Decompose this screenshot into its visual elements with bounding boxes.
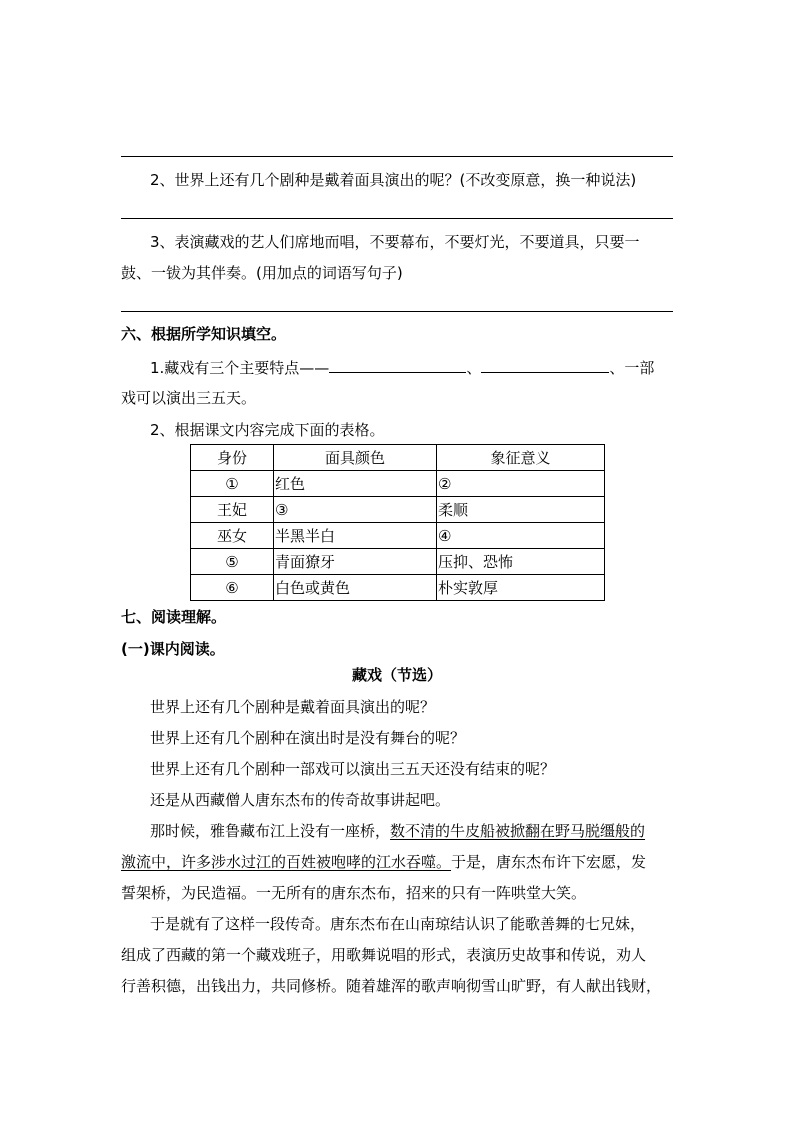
header-meaning: 象征意义	[437, 445, 605, 471]
passage-paragraph-5-line1	[150, 821, 645, 841]
section-7-title: 七、阅读理解。	[121, 608, 227, 626]
cell-meaning: ④	[437, 523, 605, 549]
underlined-sentence-part1: 数不清的牛皮船被掀翻在野马脱缰般的	[390, 822, 646, 840]
header-mask-color: 面具颜色	[274, 445, 437, 471]
table-row	[191, 575, 605, 601]
fill-question-2: 2、根据课文内容完成下面的表格。	[150, 421, 385, 439]
header-identity: 身份	[191, 445, 274, 471]
table-row	[191, 549, 605, 575]
passage-paragraph-5-line2	[121, 852, 646, 872]
blank-feature-1[interactable]	[329, 356, 466, 373]
blank-feature-2[interactable]	[481, 356, 609, 373]
passage-paragraph-2: 世界上还有几个剧种在演出时是没有舞台的呢？	[150, 729, 466, 747]
cell-color: ③	[274, 497, 437, 523]
underlined-sentence-part2: 激流中，许多涉水过江的百姓被咆哮的江水吞噬。	[121, 853, 452, 871]
symbol-table	[190, 444, 605, 601]
passage-paragraph-1: 世界上还有几个剧种是戴着面具演出的呢？	[150, 698, 436, 716]
fill-prefix: 1.藏戏有三个主要特点——	[150, 359, 330, 377]
table-header-row	[191, 445, 605, 471]
cell-color: 半黑半白	[274, 523, 437, 549]
cell-color: 白色或黄色	[274, 575, 437, 601]
answer-line	[121, 218, 673, 219]
question-3-line1: 3、表演藏戏的艺人们席地而唱，不要幕布，不要灯光，不要道具，只要一	[150, 233, 640, 251]
fill-separator: 、	[466, 359, 482, 377]
cell-color: 青面獠牙	[274, 549, 437, 575]
passage-paragraph-6-line1: 于是就有了这样一段传奇。唐东杰布在山南琼结认识了能歌善舞的七兄妹，	[150, 915, 646, 933]
question-3-line2: 鼓、一钹为其伴奏。(用加点的词语写句子)	[121, 264, 403, 282]
question-2: 2、世界上还有几个剧种是戴着面具演出的呢？(不改变原意，换一种说法)	[150, 171, 637, 189]
answer-line	[121, 156, 673, 157]
cell-identity: 王妃	[191, 497, 274, 523]
cell-meaning: ②	[437, 471, 605, 497]
fill-suffix: 、一部	[609, 359, 655, 377]
passage-paragraph-3: 世界上还有几个剧种一部戏可以演出三五天还没有结束的呢？	[150, 760, 556, 778]
passage-paragraph-6-line3: 行善积德，出钱出力，共同修桥。随着雄浑的歌声响彻雪山旷野，有人献出钱财，	[121, 977, 662, 995]
p5-text-start: 那时候，雅鲁藏布江上没有一座桥，	[150, 822, 391, 840]
table-row	[191, 497, 605, 523]
fill-question-1-line2: 戏可以演出三五天。	[121, 389, 257, 407]
subsection-1-title: (一)课内阅读。	[121, 640, 225, 658]
cell-identity: ⑥	[191, 575, 274, 601]
cell-meaning: 压抑、恐怖	[437, 549, 605, 575]
table-row	[191, 523, 605, 549]
cell-identity: 巫女	[191, 523, 274, 549]
cell-identity: ①	[191, 471, 274, 497]
passage-paragraph-5-line3: 誓架桥，为民造福。一无所有的唐东杰布，招来的只有一阵哄堂大笑。	[121, 884, 587, 902]
table-row	[191, 471, 605, 497]
passage-paragraph-4: 还是从西藏僧人唐东杰布的传奇故事讲起吧。	[150, 791, 451, 809]
passage-title: 藏戏（节选）	[351, 666, 442, 684]
answer-line	[121, 311, 673, 312]
passage-paragraph-6-line2: 组成了西藏的第一个藏戏班子，用歌舞说唱的形式，表演历史故事和传说，劝人	[121, 946, 647, 964]
section-6-title: 六、根据所学知识填空。	[121, 325, 287, 343]
p5-text-continue: 于是，唐东杰布许下宏愿，发	[451, 853, 647, 871]
cell-meaning: 朴实敦厚	[437, 575, 605, 601]
cell-identity: ⑤	[191, 549, 274, 575]
fill-question-1	[150, 356, 654, 378]
cell-meaning: 柔顺	[437, 497, 605, 523]
cell-color: 红色	[274, 471, 437, 497]
